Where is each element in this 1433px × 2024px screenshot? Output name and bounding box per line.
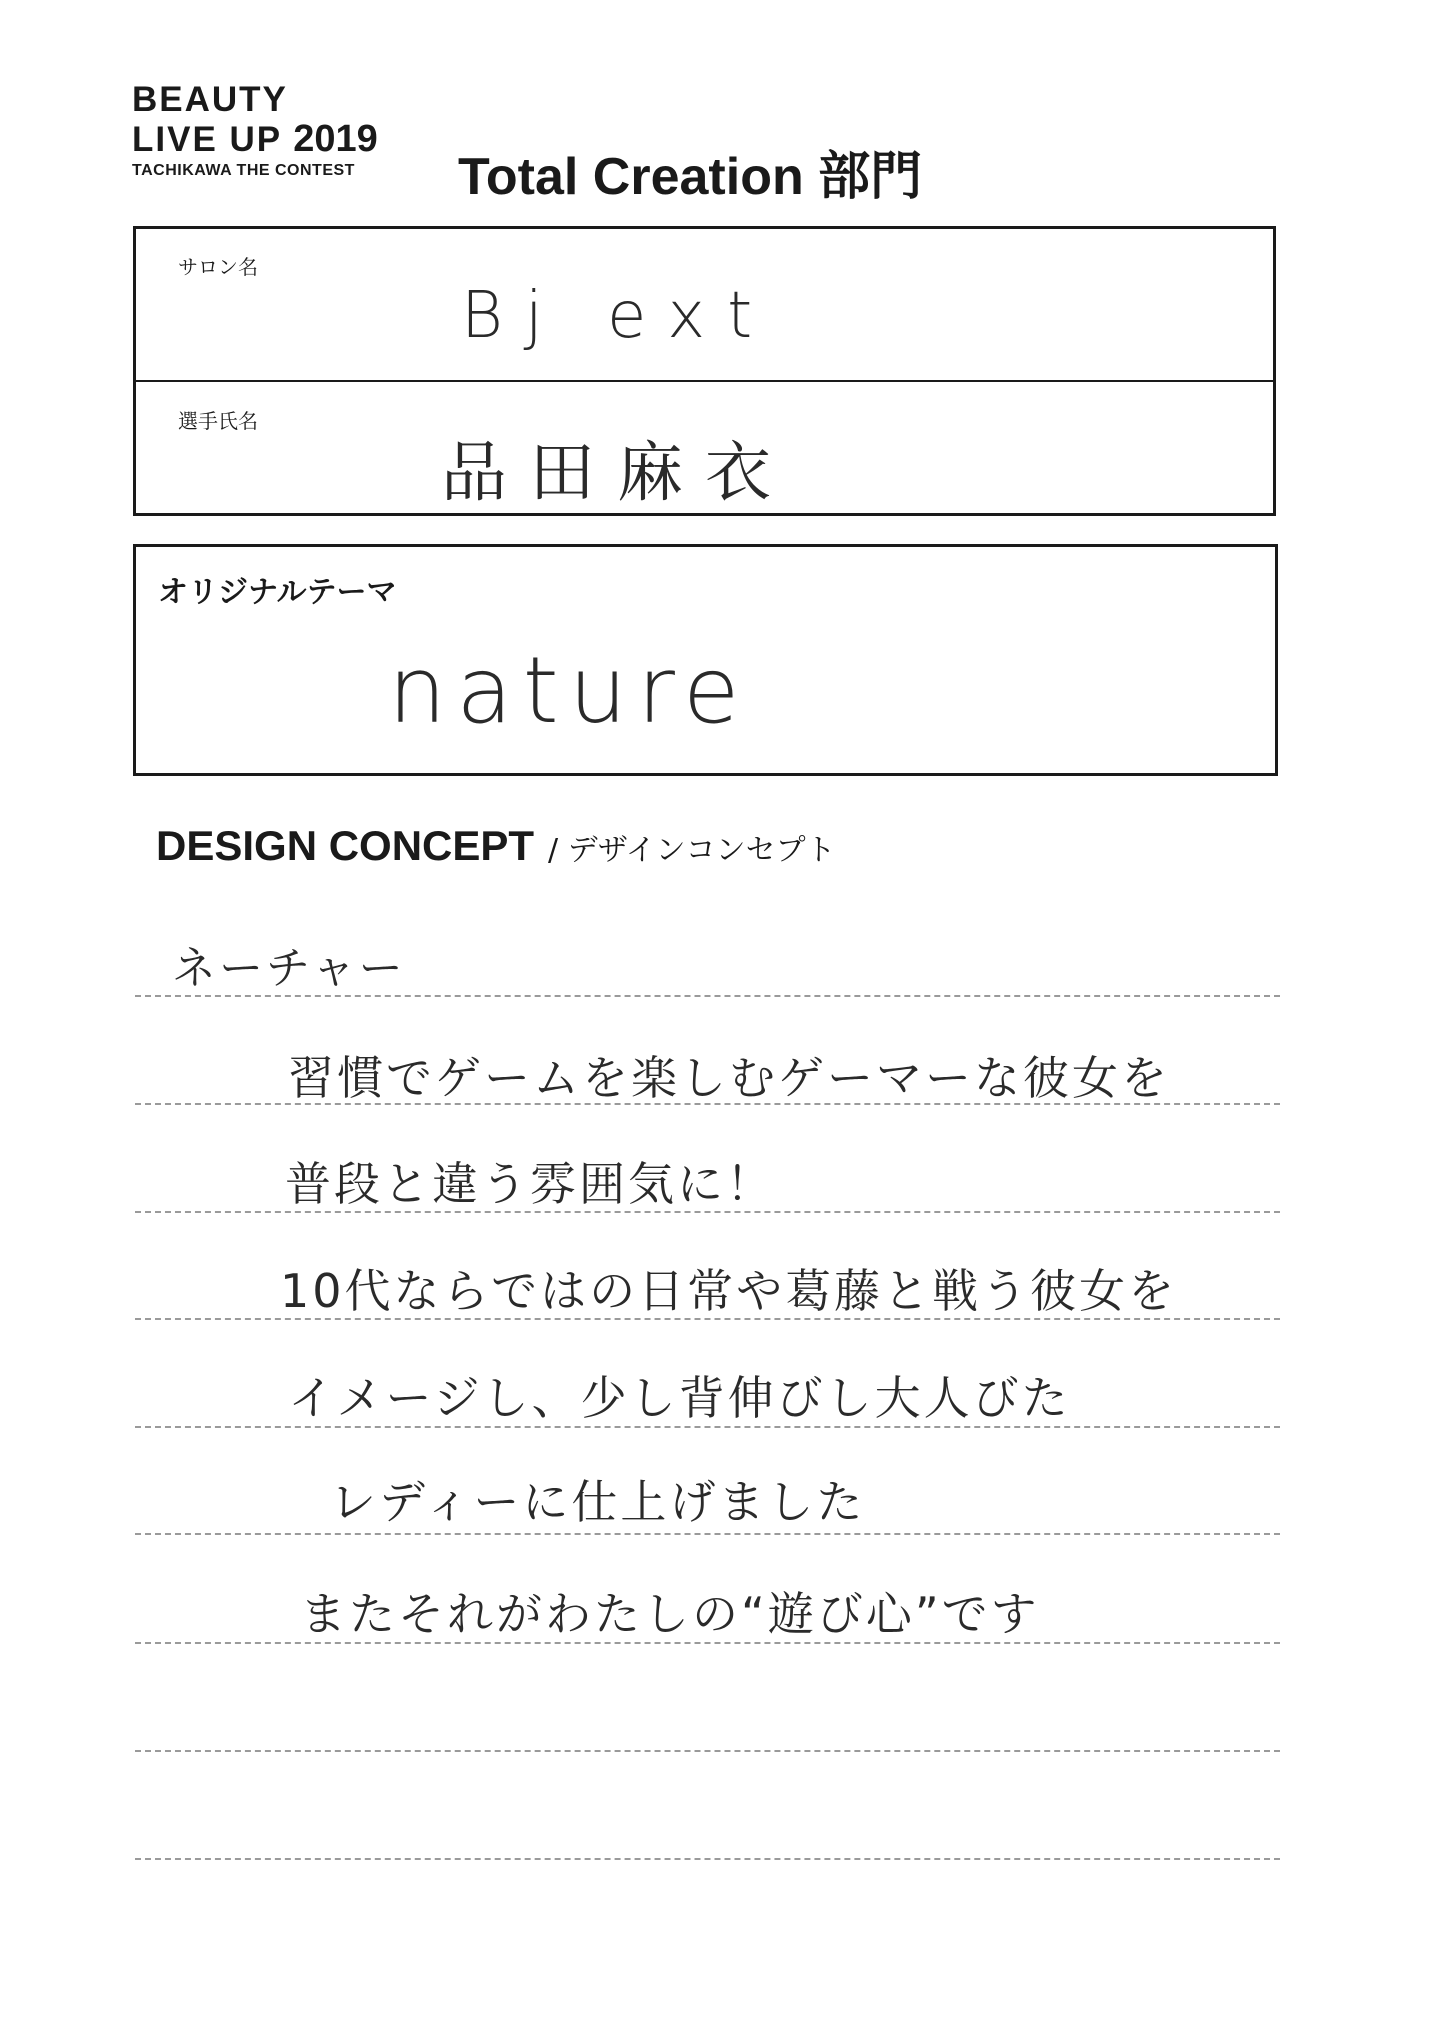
logo-line-liveup [132,120,378,158]
ruled-line [135,1426,1280,1428]
salon-name-label: サロン名 [178,255,258,279]
logo-year: 2019 [293,118,378,160]
original-theme-label: オリジナルテーマ [158,575,397,610]
concept-line: 習慣でゲームを楽しむゲーマーな彼女を [288,1051,1170,1105]
original-theme-value: nature [388,637,750,744]
player-name-value: 品田麻衣 [441,434,793,511]
category-title: Total Creation 部門 [458,148,923,206]
concept-line: イメージし、少し背伸びし大人びた [288,1371,1071,1425]
ruled-line [135,1858,1280,1860]
logo-line-beauty: BEAUTY [132,80,288,119]
ruled-line [135,1318,1280,1320]
salon-name-value: Bj ext [461,279,775,353]
design-concept-subtitle: / デザインコンセプト [548,833,836,868]
contest-logo [132,82,378,179]
ruled-line [135,1103,1280,1105]
info-divider [136,380,1273,382]
concept-line: ネーチャー [172,943,406,994]
logo-liveup-text: LIVE UP [132,120,282,159]
logo-line-tachikawa: TACHIKAWA THE CONTEST [132,162,355,179]
design-concept-heading [156,822,836,870]
ruled-line [135,1750,1280,1752]
ruled-line [135,1533,1280,1535]
entrant-info-box [133,226,1276,516]
original-theme-box [133,544,1278,776]
ruled-line [135,1211,1280,1213]
ruled-line [135,1642,1280,1644]
concept-line: またそれがわたしの“遊び心”です [300,1587,1040,1641]
concept-line: 10代ならではの日常や葛藤と戦う彼女を [280,1264,1178,1318]
design-concept-title: DESIGN CONCEPT [156,822,535,869]
concept-line: 普段と違う雰囲気に！ [285,1157,775,1211]
player-name-label: 選手氏名 [178,409,258,433]
concept-line: レディーに仕上げました [330,1475,866,1529]
ruled-line [135,995,1280,997]
